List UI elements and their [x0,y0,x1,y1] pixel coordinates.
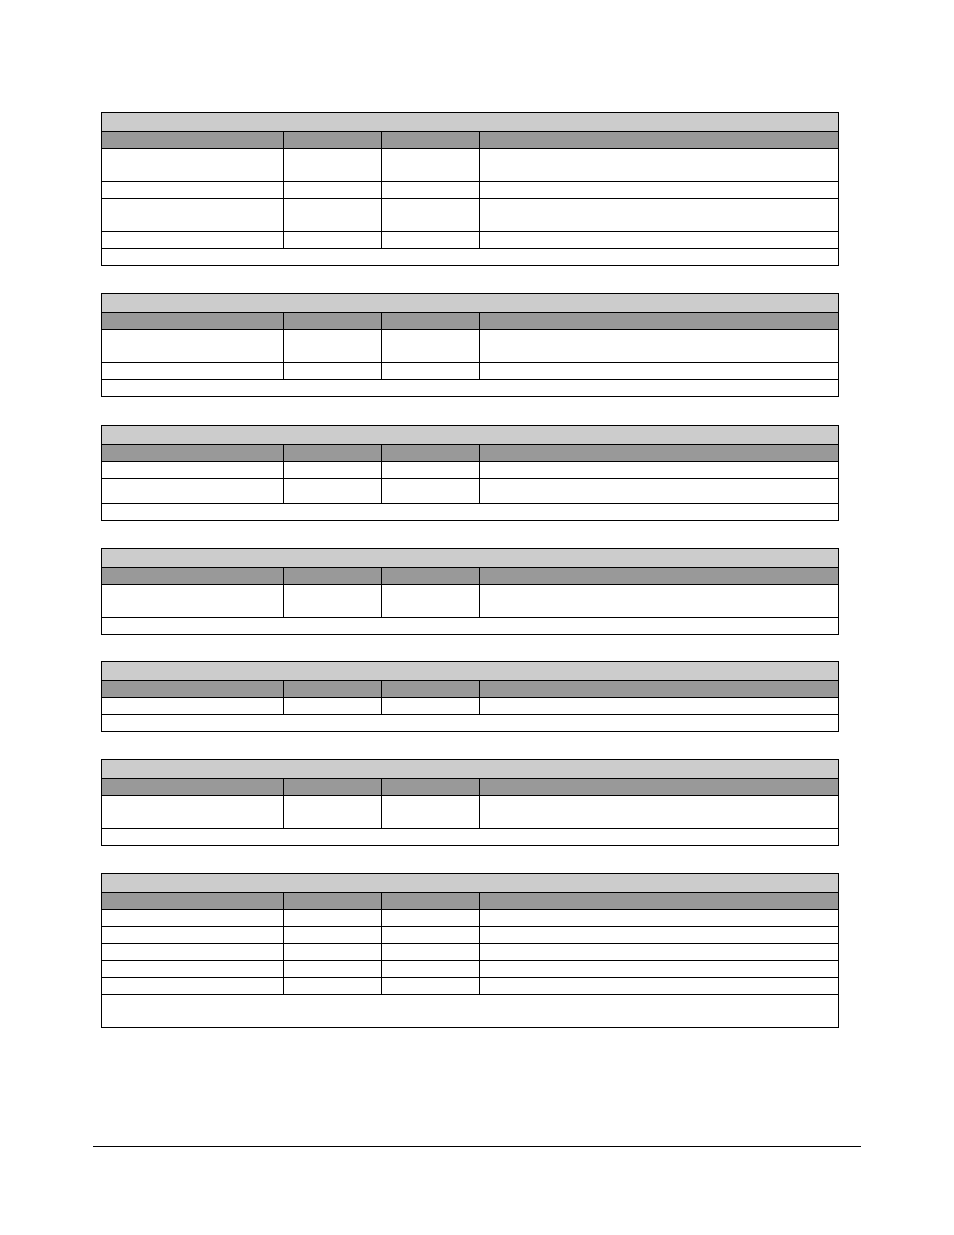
table-cell [284,796,382,829]
table-cell [480,910,839,927]
column-header [382,445,480,462]
table-cell [284,363,382,380]
table-cell [284,462,382,479]
table-cell [102,462,284,479]
column-header [284,132,382,149]
table-cell [284,910,382,927]
column-header [102,681,284,698]
table-cell [382,910,480,927]
table-title [102,294,839,313]
column-header [480,445,839,462]
table-title [102,113,839,132]
column-header [284,779,382,796]
table-cell [480,199,839,232]
table-note [102,249,839,266]
table-cell [480,585,839,618]
register-table-1 [101,112,839,266]
table-cell [382,462,480,479]
table-cell [102,330,284,363]
table-cell [480,232,839,249]
table-row [102,585,839,618]
table-cell [102,479,284,504]
column-header [382,132,480,149]
table-cell [382,363,480,380]
register-table-6 [101,759,839,846]
table-cell [382,698,480,715]
table-cell [382,330,480,363]
table-cell [480,961,839,978]
table-cell [480,182,839,199]
table-cell [382,961,480,978]
table-cell [382,585,480,618]
table-cell [382,232,480,249]
table-row [102,698,839,715]
table-title [102,874,839,893]
footer-text [93,1150,861,1164]
table-cell [102,910,284,927]
register-table-3 [101,425,839,521]
column-header [382,568,480,585]
table-note [102,715,839,732]
table-row [102,927,839,944]
table-row [102,796,839,829]
table-cell [382,149,480,182]
table-cell [102,978,284,995]
table-row [102,232,839,249]
table-cell [480,698,839,715]
table-row [102,149,839,182]
table-cell [382,978,480,995]
table-cell [382,927,480,944]
table-note [102,504,839,521]
table-cell [102,182,284,199]
table-cell [102,944,284,961]
table-cell [480,927,839,944]
table-cell [284,479,382,504]
table-title [102,426,839,445]
table-cell [480,479,839,504]
column-header [382,313,480,330]
table-cell [284,944,382,961]
column-header [284,568,382,585]
register-table-4 [101,548,839,635]
column-header [480,681,839,698]
table-cell [382,182,480,199]
column-header [382,779,480,796]
table-cell [284,927,382,944]
column-header [480,132,839,149]
table-cell [102,199,284,232]
table-cell [284,199,382,232]
table-cell [284,978,382,995]
column-header [284,893,382,910]
table-title [102,760,839,779]
column-header [480,568,839,585]
table-row [102,910,839,927]
table-cell [382,199,480,232]
column-header [382,893,480,910]
table-cell [102,961,284,978]
table-cell [480,330,839,363]
table-row [102,462,839,479]
column-header [284,313,382,330]
table-note [102,995,839,1028]
register-table-5 [101,661,839,732]
table-cell [382,944,480,961]
table-cell [480,462,839,479]
table-cell [480,978,839,995]
table-cell [480,149,839,182]
table-cell [284,698,382,715]
table-cell [102,149,284,182]
column-header [284,445,382,462]
table-cell [480,944,839,961]
table-title [102,662,839,681]
table-note [102,618,839,635]
table-row [102,961,839,978]
footer-rule [93,1146,861,1147]
table-cell [284,232,382,249]
table-cell [284,149,382,182]
column-header [284,681,382,698]
table-row [102,199,839,232]
table-cell [284,330,382,363]
table-note [102,380,839,397]
column-header [480,893,839,910]
table-cell [102,232,284,249]
register-table-7 [101,873,839,1028]
column-header [480,313,839,330]
table-cell [102,585,284,618]
register-table-2 [101,293,839,397]
table-cell [102,927,284,944]
table-cell [284,961,382,978]
table-row [102,330,839,363]
table-row [102,182,839,199]
column-header [102,893,284,910]
column-header [480,779,839,796]
table-title [102,549,839,568]
table-cell [284,585,382,618]
column-header [102,313,284,330]
table-row [102,479,839,504]
table-cell [382,796,480,829]
column-header [382,681,480,698]
column-header [102,779,284,796]
table-cell [284,182,382,199]
table-row [102,944,839,961]
table-cell [102,796,284,829]
table-cell [102,363,284,380]
table-row [102,978,839,995]
column-header [102,132,284,149]
column-header [102,445,284,462]
column-header [102,568,284,585]
table-row [102,363,839,380]
table-cell [480,796,839,829]
table-cell [382,479,480,504]
table-cell [102,698,284,715]
table-cell [480,363,839,380]
table-note [102,829,839,846]
